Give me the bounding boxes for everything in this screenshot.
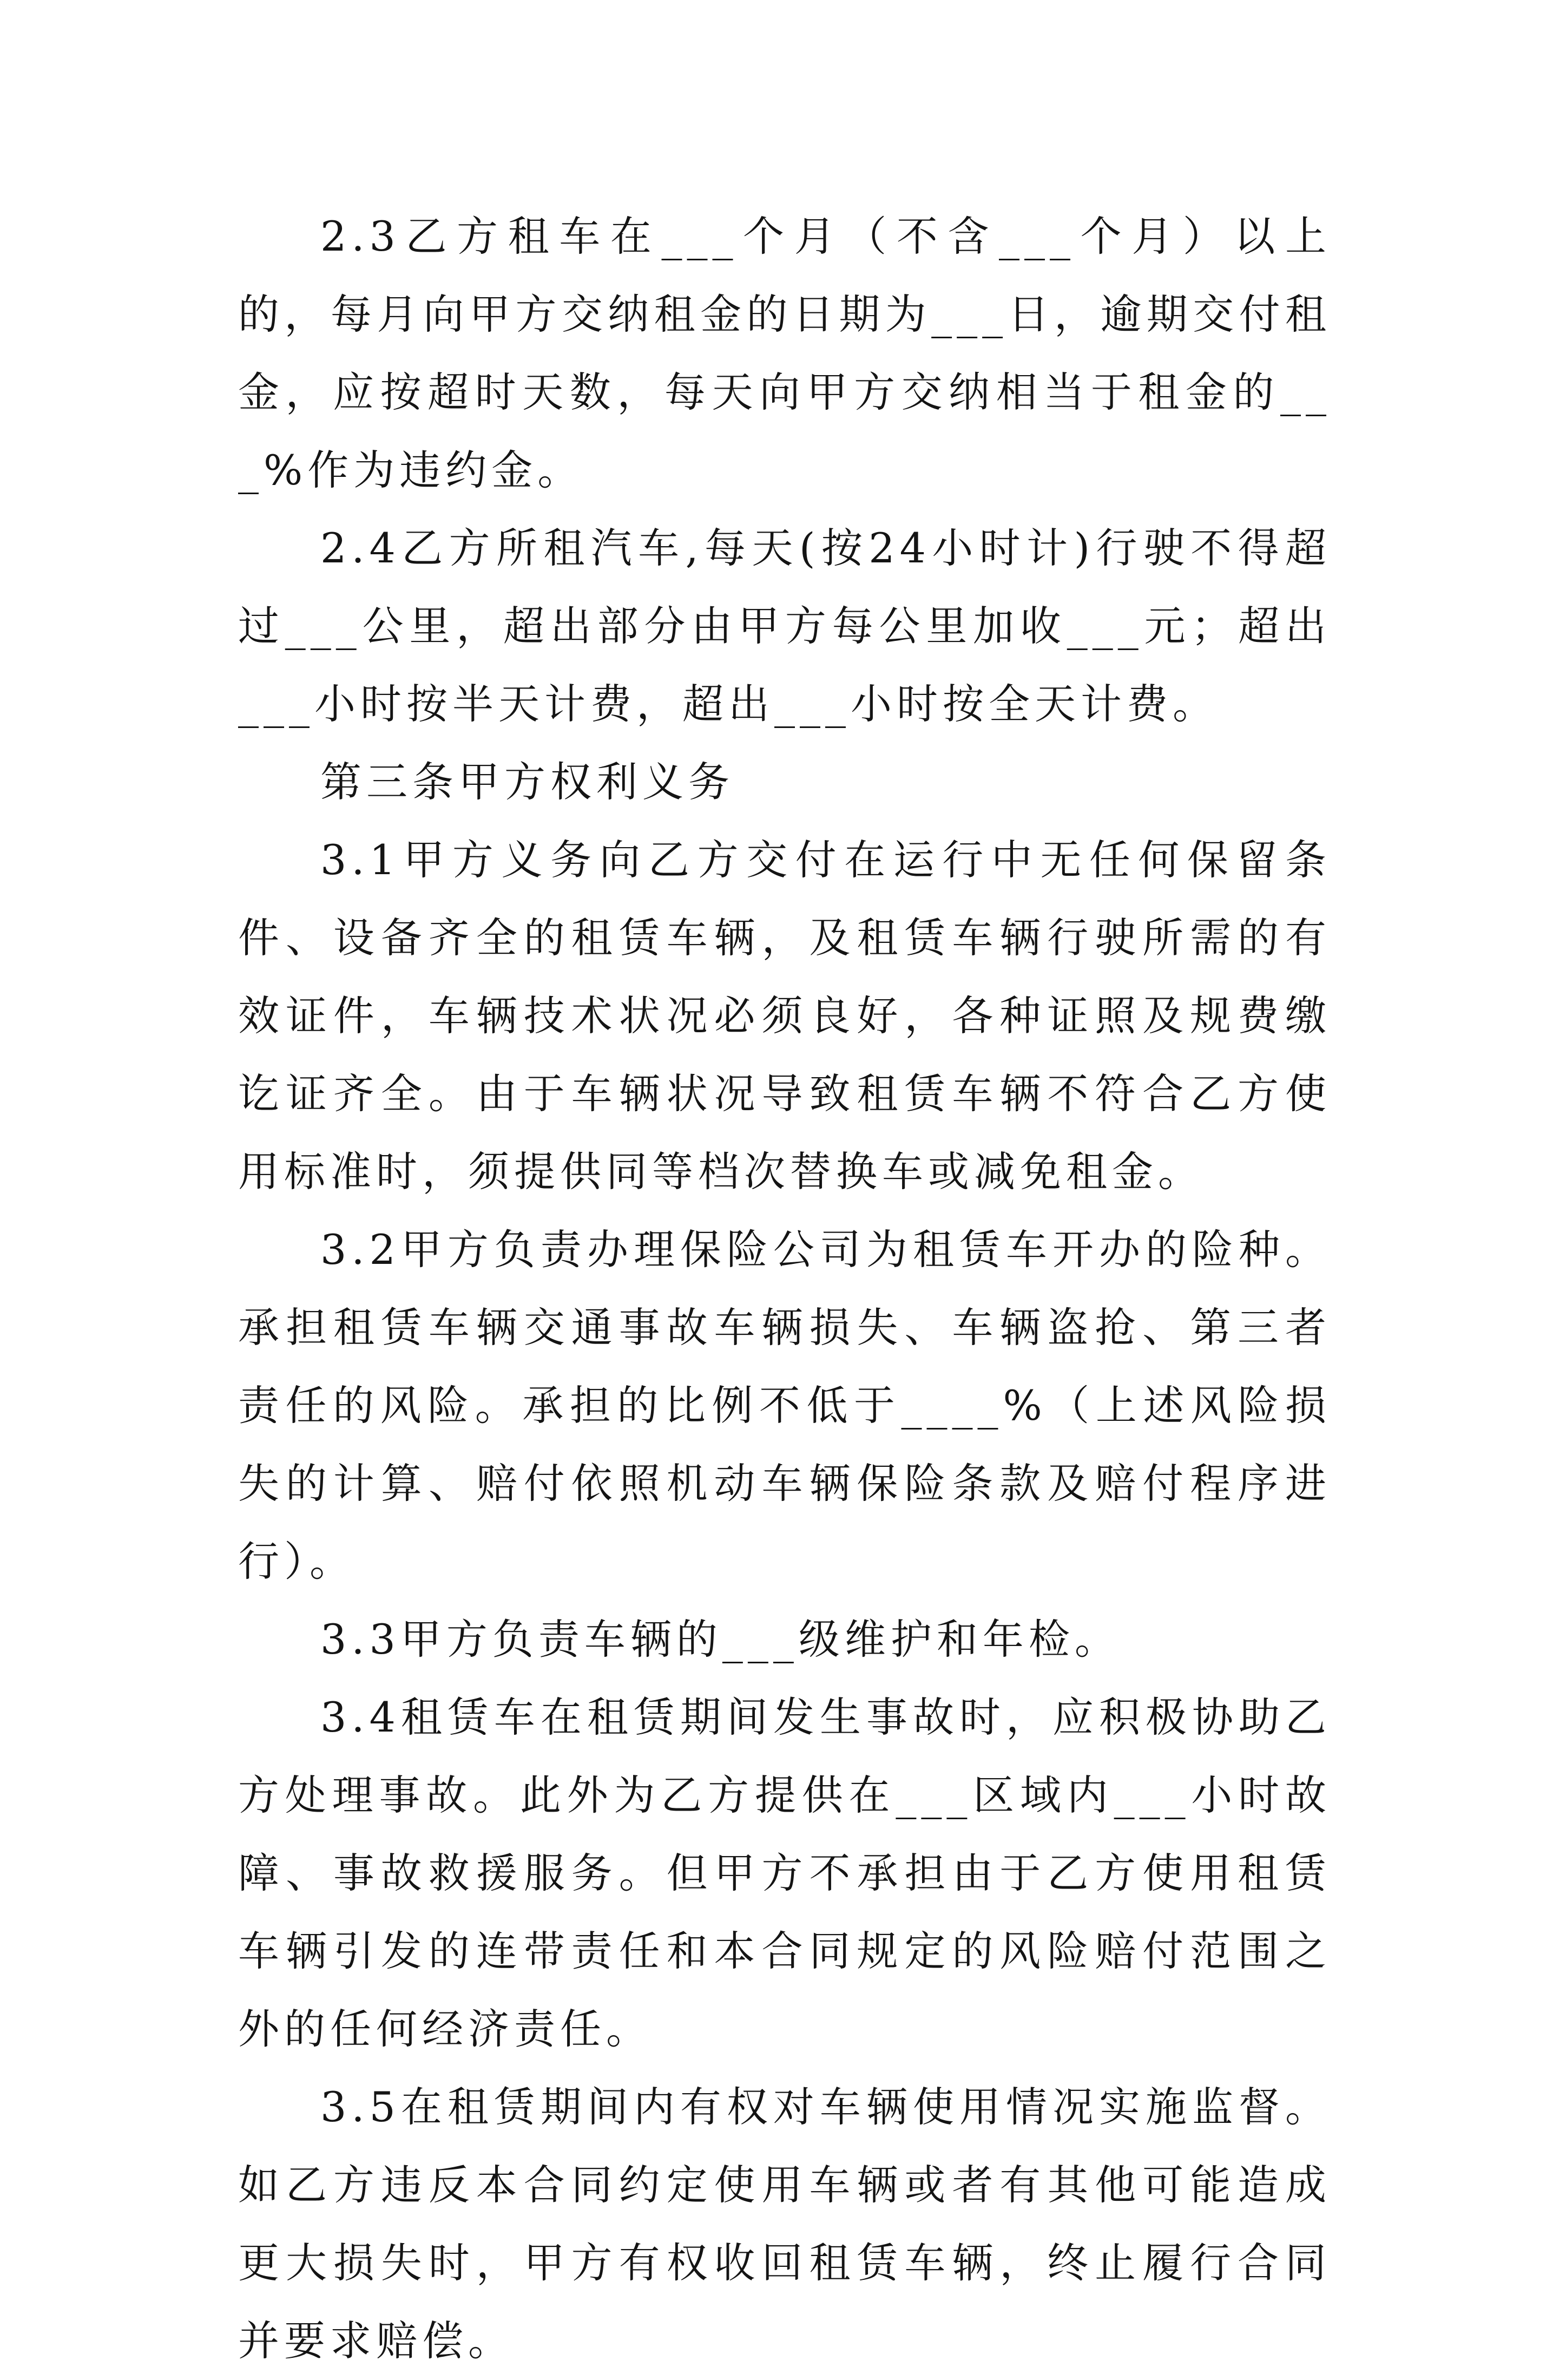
article-3-heading: 第三条甲方权利义务 xyxy=(320,758,734,806)
clause-3-1-paragraph: 3.1甲方义务向乙方交付在运行中无任何保留条件、设备齐全的租赁车辆，及租赁车辆行驶所需的有效证件，车辆技术状况必须良好，各种证照及规费缴讫证齐全。由于车辆状况导致租赁车辆不符合乙方使用标准时，须提供同等档次替换车或减免租金。 xyxy=(238,836,1331,1196)
document-body xyxy=(238,198,1331,2380)
clause-2-3-paragraph: 2.3乙方租车在___个月（不含___个月）以上的，每月向甲方交纳租金的日期为___日，逾期交付租金，应按超时天数，每天向甲方交纳相当于租金的___%作为违约金。 xyxy=(238,212,1331,494)
clause-2-4-paragraph: 2.4乙方所租汽车,每天(按24小时计)行驶不得超过___公里，超出部分由甲方每公里加收___元；超出___小时按半天计费，超出___小时按全天计费。 xyxy=(238,524,1331,728)
clause-3-5-paragraph: 3.5在租赁期间内有权对车辆使用情况实施监督。如乙方违反本合同约定使用车辆或者有其他可能造成更大损失时，甲方有权收回租赁车辆，终止履行合同并要求赔偿。 xyxy=(238,2083,1331,2365)
clause-3-4-paragraph: 3.4租赁车在租赁期间发生事故时，应积极协助乙方处理事故。此外为乙方提供在___区域内___小时故障、事故救援服务。但甲方不承担由于乙方使用租赁车辆引发的连带责任和本合同规定的风险赔付范围之外的任何经济责任。 xyxy=(238,1693,1331,2053)
clause-3-2-paragraph: 3.2甲方负责办理保险公司为租赁车开办的险种。承担租赁车辆交通事故车辆损失、车辆盗抢、第三者责任的风险。承担的比例不低于____%（上述风险损失的计算、赔付依照机动车辆保险条款及赔付程序进行）。 xyxy=(238,1225,1331,1585)
clause-3-3-paragraph: 3.3甲方负责车辆的___级维护和年检。 xyxy=(320,1615,1121,1663)
